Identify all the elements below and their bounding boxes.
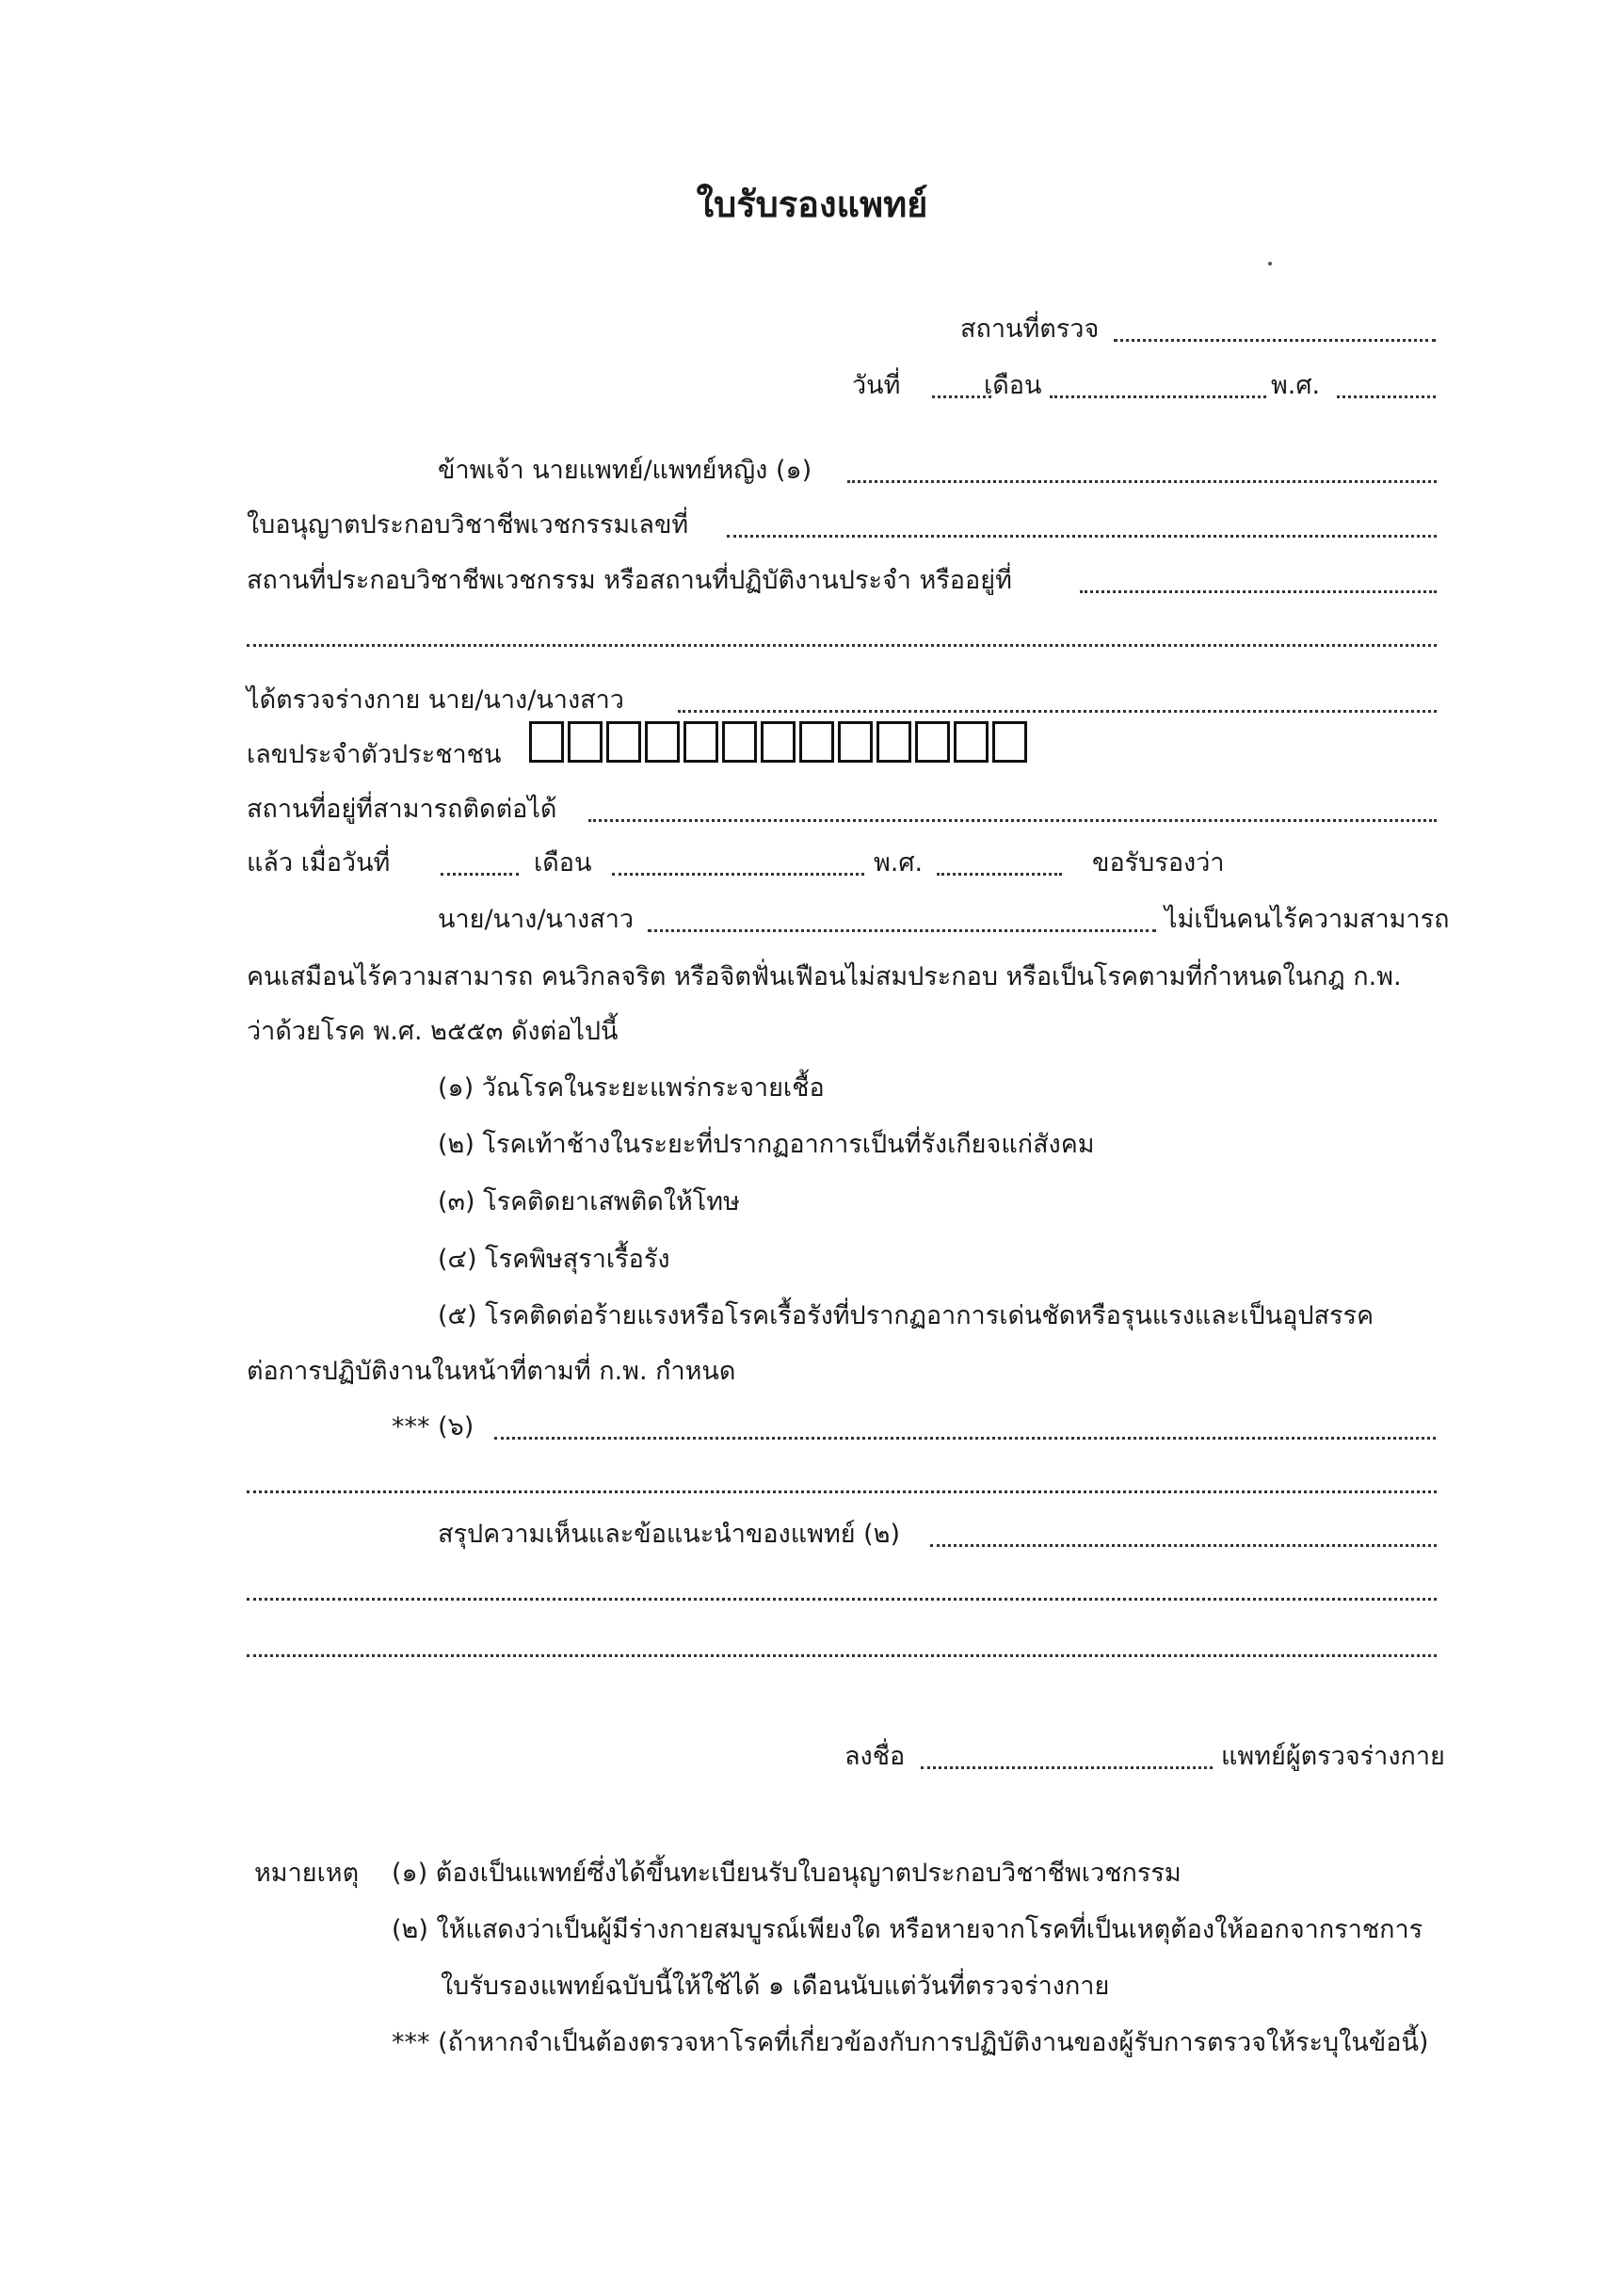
note-1: (๑) ต้องเป็นแพทย์ซึ่งได้ขึ้นทะเบียนรับใบอนุญาตประกอบวิชาชีพเวชกรรม [392, 1859, 1182, 1888]
id-digit-box[interactable] [606, 721, 641, 763]
summary-field-2[interactable] [247, 1598, 1437, 1601]
certified-name-field[interactable] [648, 929, 1156, 932]
signer-role: แพทย์ผู้ตรวจร่างกาย [1221, 1742, 1445, 1771]
note-2-cont: ใบรับรองแพทย์ฉบับนี้ให้ใช้ได้ ๑ เดือนนับแต่วันที่ตรวจร่างกาย [441, 1972, 1110, 2001]
exam-place-field[interactable] [1114, 339, 1436, 342]
exam-date-label: แล้ว เมื่อวันที่ [247, 848, 391, 878]
signature-field[interactable] [921, 1766, 1213, 1769]
id-digit-box[interactable] [645, 721, 680, 763]
summary-field-3[interactable] [247, 1654, 1437, 1657]
certify-label: ขอรับรองว่า [1092, 848, 1225, 878]
exam-year-field[interactable] [937, 873, 1062, 876]
id-digit-box[interactable] [915, 721, 950, 763]
summary-field[interactable] [930, 1544, 1437, 1547]
id-digit-box[interactable] [683, 721, 718, 763]
item-6-label: *** (๖) [392, 1412, 474, 1441]
national-id-boxes[interactable] [529, 721, 1027, 763]
id-digit-box[interactable] [876, 721, 911, 763]
practice-place-label: สถานที่ประกอบวิชาชีพเวชกรรม หรือสถานที่ปฏิบัติงานประจำ หรืออยู่ที่ [247, 566, 1012, 595]
patient-prefix: นาย/นาง/นางสาว [438, 905, 635, 934]
id-digit-box[interactable] [954, 721, 989, 763]
date-month-label: เดือน [984, 371, 1042, 400]
disease-item-1: (๑) วัณโรคในระยะแพร่กระจายเชื้อ [438, 1073, 825, 1103]
item-6-field[interactable] [494, 1437, 1436, 1440]
note-3: *** (ถ้าหากจำเป็นต้องตรวจหาโรคที่เกี่ยวข้องกับการปฏิบัติงานของผู้รับการตรวจให้ระบุในข้อนี้) [392, 2028, 1429, 2057]
date-year-field[interactable] [1337, 395, 1436, 398]
doctor-intro: ข้าพเจ้า นายแพทย์/แพทย์หญิง (๑) [438, 456, 812, 485]
disease-item-5: (๕) โรคติดต่อร้ายแรงหรือโรคเรื้อรังที่ปรากฏอาการเด่นชัดหรือรุนแรงและเป็นอุปสรรค [438, 1301, 1375, 1330]
statement-line-1: คนเสมือนไร้ความสามารถ คนวิกลจริต หรือจิตฟั่นเฟือนไม่สมประกอบ หรือเป็นโรคตามที่กำหนดในกฎ ก.พ. [247, 962, 1402, 991]
examined-label: ได้ตรวจร่างกาย นาย/นาง/นางสาว [247, 685, 624, 715]
id-digit-box[interactable] [529, 721, 564, 763]
not-incapable-text: ไม่เป็นคนไร้ความสามารถ [1165, 905, 1450, 934]
doctor-name-field[interactable] [847, 480, 1437, 483]
summary-label: สรุปความเห็นและข้อแนะนำของแพทย์ (๒) [438, 1520, 901, 1549]
item-6-field-2[interactable] [247, 1490, 1437, 1493]
notes-heading: หมายเหตุ [254, 1859, 360, 1888]
disease-item-5-cont: ต่อการปฏิบัติงานในหน้าที่ตามที่ ก.พ. กำหนด [247, 1357, 736, 1386]
date-month-field[interactable] [1050, 395, 1266, 398]
disease-item-2: (๒) โรคเท้าช้างในระยะที่ปรากฏอาการเป็นที่รังเกียจแก่สังคม [438, 1130, 1095, 1159]
exam-day-field[interactable] [441, 873, 519, 876]
address-field[interactable] [588, 819, 1437, 822]
date-year-label: พ.ศ. [1271, 371, 1321, 400]
exam-month-field[interactable] [612, 873, 864, 876]
id-digit-box[interactable] [568, 721, 603, 763]
license-label: ใบอนุญาตประกอบวิชาชีพเวชกรรมเลขที่ [247, 510, 689, 540]
sign-label: ลงชื่อ [844, 1742, 906, 1771]
date-label: วันที่ [852, 371, 901, 400]
scan-speck [1268, 262, 1272, 266]
id-digit-box[interactable] [761, 721, 796, 763]
address-label: สถานที่อยู่ที่สามารถติดต่อได้ [247, 795, 557, 824]
id-label: เลขประจำตัวประชาชน [247, 740, 502, 769]
id-digit-box[interactable] [838, 721, 873, 763]
disease-item-3: (๓) โรคติดยาเสพติดให้โทษ [438, 1187, 740, 1216]
patient-name-field[interactable] [678, 710, 1437, 713]
id-digit-box[interactable] [799, 721, 834, 763]
id-digit-box[interactable] [992, 721, 1027, 763]
note-2: (๒) ให้แสดงว่าเป็นผู้มีร่างกายสมบูรณ์เพียงใด หรือหายจากโรคที่เป็นเหตุต้องให้ออกจากราชการ [392, 1915, 1423, 1944]
practice-place-field-2[interactable] [247, 644, 1437, 647]
document-title: ใบรับรองแพทย์ [696, 184, 928, 225]
disease-item-4: (๔) โรคพิษสุราเรื้อรัง [438, 1245, 670, 1274]
license-number-field[interactable] [727, 535, 1437, 538]
date-day-field[interactable] [932, 395, 991, 398]
exam-month-label: เดือน [534, 848, 592, 878]
statement-line-2: ว่าด้วยโรค พ.ศ. ๒๕๕๓ ดังต่อไปนี้ [247, 1017, 619, 1046]
exam-year-label: พ.ศ. [874, 848, 924, 878]
exam-place-label: สถานที่ตรวจ [960, 314, 1100, 344]
practice-place-field[interactable] [1080, 590, 1437, 593]
id-digit-box[interactable] [722, 721, 757, 763]
